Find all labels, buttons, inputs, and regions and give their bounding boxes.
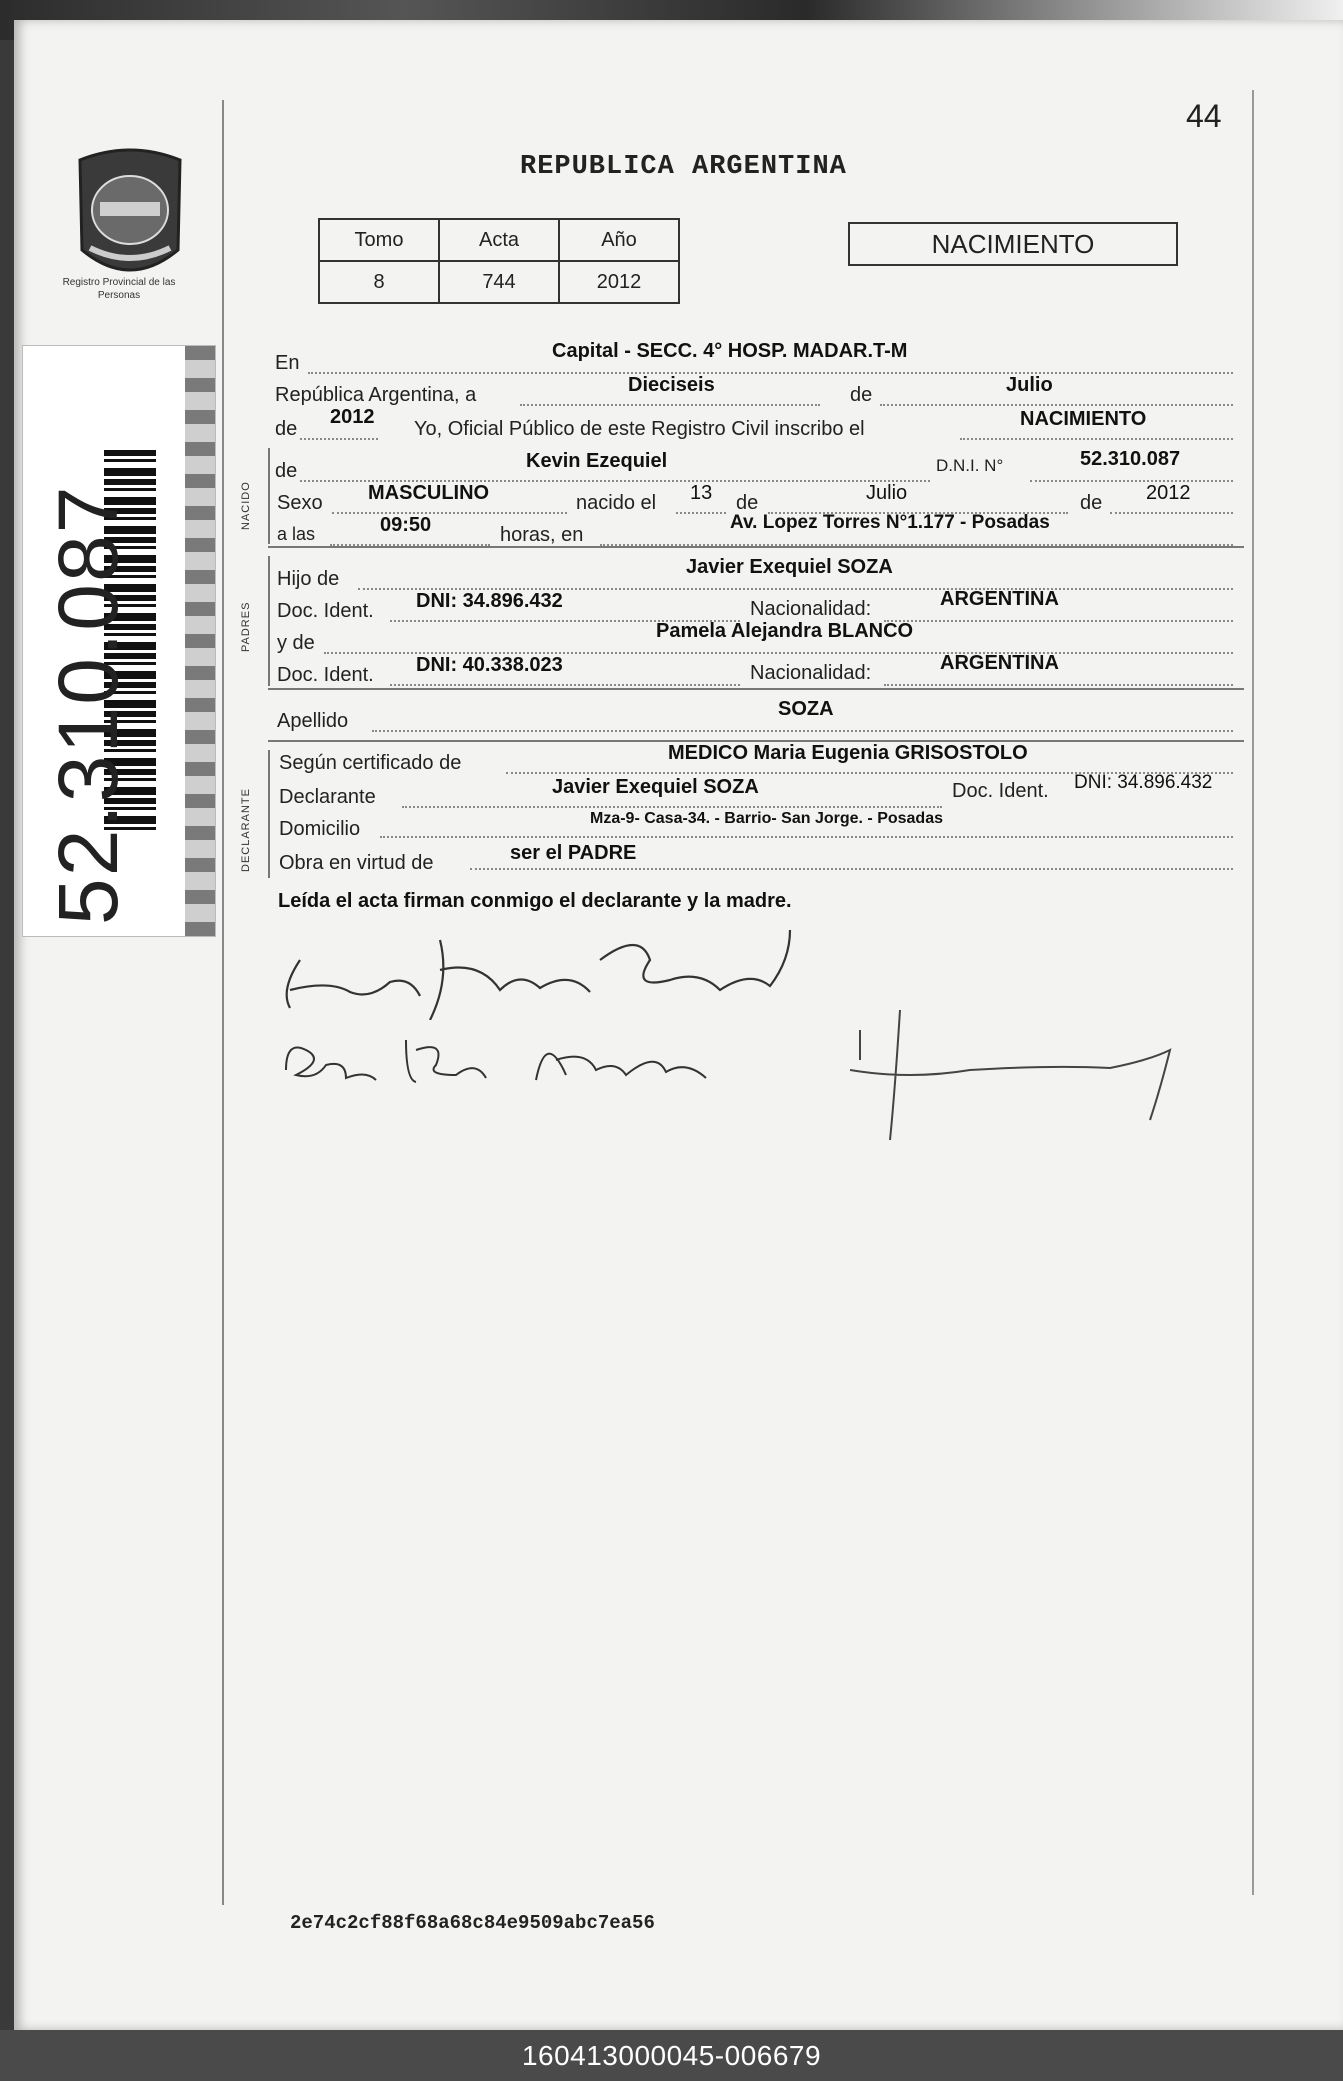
dotted-line <box>300 438 378 440</box>
sexo-value: MASCULINO <box>368 482 490 504</box>
de-label: de <box>275 418 298 440</box>
apellido-label: Apellido <box>277 710 349 732</box>
nacido-mes-value: Julio <box>866 482 908 504</box>
dotted-line <box>470 868 1233 870</box>
madre-doc-value: DNI: 40.338.023 <box>416 654 563 676</box>
closing-statement: Leída el acta firman conmigo el declarante y la madre. <box>278 890 792 912</box>
nacido-el-label: nacido el <box>576 492 657 514</box>
padre-doc-value: DNI: 34.896.432 <box>416 590 563 612</box>
signature-father <box>270 920 810 1020</box>
registry-header-anio: Año <box>559 219 679 261</box>
lugar-value: Av. Lopez Torres N°1.177 - Posadas <box>730 512 1050 533</box>
doc-ident-label: Doc. Ident. <box>277 600 374 622</box>
dotted-line <box>520 404 820 406</box>
inscribo-value: NACIMIENTO <box>1020 408 1147 430</box>
y-de-label: y de <box>277 632 315 654</box>
nacionalidad-label: Nacionalidad: <box>750 662 872 684</box>
signature-mother <box>276 1020 776 1100</box>
nacido-dia-value: 13 <box>690 482 713 504</box>
dotted-line <box>1110 512 1233 514</box>
dotted-line <box>308 372 1233 374</box>
page-number: 44 <box>1186 98 1222 134</box>
oficial-text: Yo, Oficial Público de este Registro Civil inscribo el <box>414 418 865 440</box>
dotted-line <box>372 730 1233 732</box>
dotted-line <box>880 404 1233 406</box>
certificado-value: MEDICO Maria Eugenia GRISOSTOLO <box>668 742 1028 764</box>
registry-header-tomo: Tomo <box>319 219 439 261</box>
dotted-line <box>332 512 567 514</box>
horas-en-label: horas, en <box>500 524 584 546</box>
right-margin-line <box>1252 90 1254 1895</box>
de-label: de <box>275 460 298 482</box>
obra-value: ser el PADRE <box>510 842 637 864</box>
section-divider <box>268 546 1244 548</box>
nacido-anio-value: 2012 <box>1146 482 1191 504</box>
nombre-value: Kevin Ezequiel <box>526 450 668 472</box>
dia-value: Dieciseis <box>628 374 715 396</box>
padre-value: Javier Exequiel SOZA <box>686 556 893 578</box>
de-label: de <box>850 384 873 406</box>
registry-value-anio: 2012 <box>559 261 679 303</box>
republica-label: República Argentina, a <box>275 384 477 406</box>
dni-label: D.N.I. N° <box>936 456 1004 475</box>
dotted-line <box>884 620 1233 622</box>
id-sticker-number: 52.310.087 <box>41 484 135 925</box>
dotted-line <box>960 438 1233 440</box>
dotted-line <box>402 806 942 808</box>
madre-nac-value: ARGENTINA <box>940 652 1059 674</box>
de-label: de <box>736 492 759 514</box>
padre-nac-value: ARGENTINA <box>940 588 1059 610</box>
declarante-side-label: DECLARANTE <box>240 788 252 872</box>
perforation-stamps <box>185 346 215 936</box>
de-label: de <box>1080 492 1103 514</box>
logo-caption: Registro Provincial de las Personas <box>62 277 176 301</box>
dni-value: 52.310.087 <box>1080 448 1181 470</box>
declarante-value: Javier Exequiel SOZA <box>552 776 759 798</box>
madre-value: Pamela Alejandra BLANCO <box>656 620 914 642</box>
section-bracket <box>268 750 270 878</box>
document-title: REPUBLICA ARGENTINA <box>520 152 847 182</box>
nacido-side-label: NACIDO <box>240 481 252 530</box>
hora-value: 09:50 <box>380 514 432 536</box>
doc-ident-label: Doc. Ident. <box>277 664 374 686</box>
dotted-line <box>884 684 1233 686</box>
left-margin-line <box>222 100 224 1905</box>
en-value: Capital - SECC. 4° HOSP. MADAR.T-M <box>552 340 908 362</box>
en-label: En <box>275 352 300 374</box>
registry-header-acta: Acta <box>439 219 559 261</box>
dotted-line <box>1030 480 1233 482</box>
registry-value-acta: 744 <box>439 261 559 303</box>
section-divider <box>268 688 1244 690</box>
apellido-value: SOZA <box>778 698 834 720</box>
sexo-label: Sexo <box>277 492 323 514</box>
domicilio-label: Domicilio <box>279 818 361 840</box>
a-las-label: a las <box>277 524 316 544</box>
footer-code: 160413000045-006679 <box>0 2030 1343 2081</box>
segun-certificado-label: Según certificado de <box>279 752 462 774</box>
declarante-label: Declarante <box>279 786 376 808</box>
dotted-line <box>676 512 726 514</box>
section-bracket <box>268 448 270 544</box>
section-bracket <box>268 556 270 686</box>
obra-label: Obra en virtud de <box>279 852 434 874</box>
domicilio-value: Mza-9- Casa-34. - Barrio- San Jorge. - Posadas <box>590 810 943 827</box>
signature-official <box>850 1010 1180 1150</box>
registry-table <box>318 218 680 304</box>
hijo-de-label: Hijo de <box>277 568 340 590</box>
nacionalidad-label: Nacionalidad: <box>750 598 872 620</box>
registry-value-tomo: 8 <box>319 261 439 303</box>
dotted-line <box>390 684 740 686</box>
dotted-line <box>380 836 1233 838</box>
document-hash: 2e74c2cf88f68a68c84e9509abc7ea56 <box>290 1912 655 1934</box>
declarante-doc-value: DNI: 34.896.432 <box>1074 772 1213 793</box>
padres-side-label: PADRES <box>240 601 252 652</box>
anio-value: 2012 <box>330 406 375 428</box>
doc-ident-label: Doc. Ident. <box>952 780 1049 802</box>
mes-value: Julio <box>1006 374 1053 396</box>
act-type-box: NACIMIENTO <box>848 222 1178 266</box>
